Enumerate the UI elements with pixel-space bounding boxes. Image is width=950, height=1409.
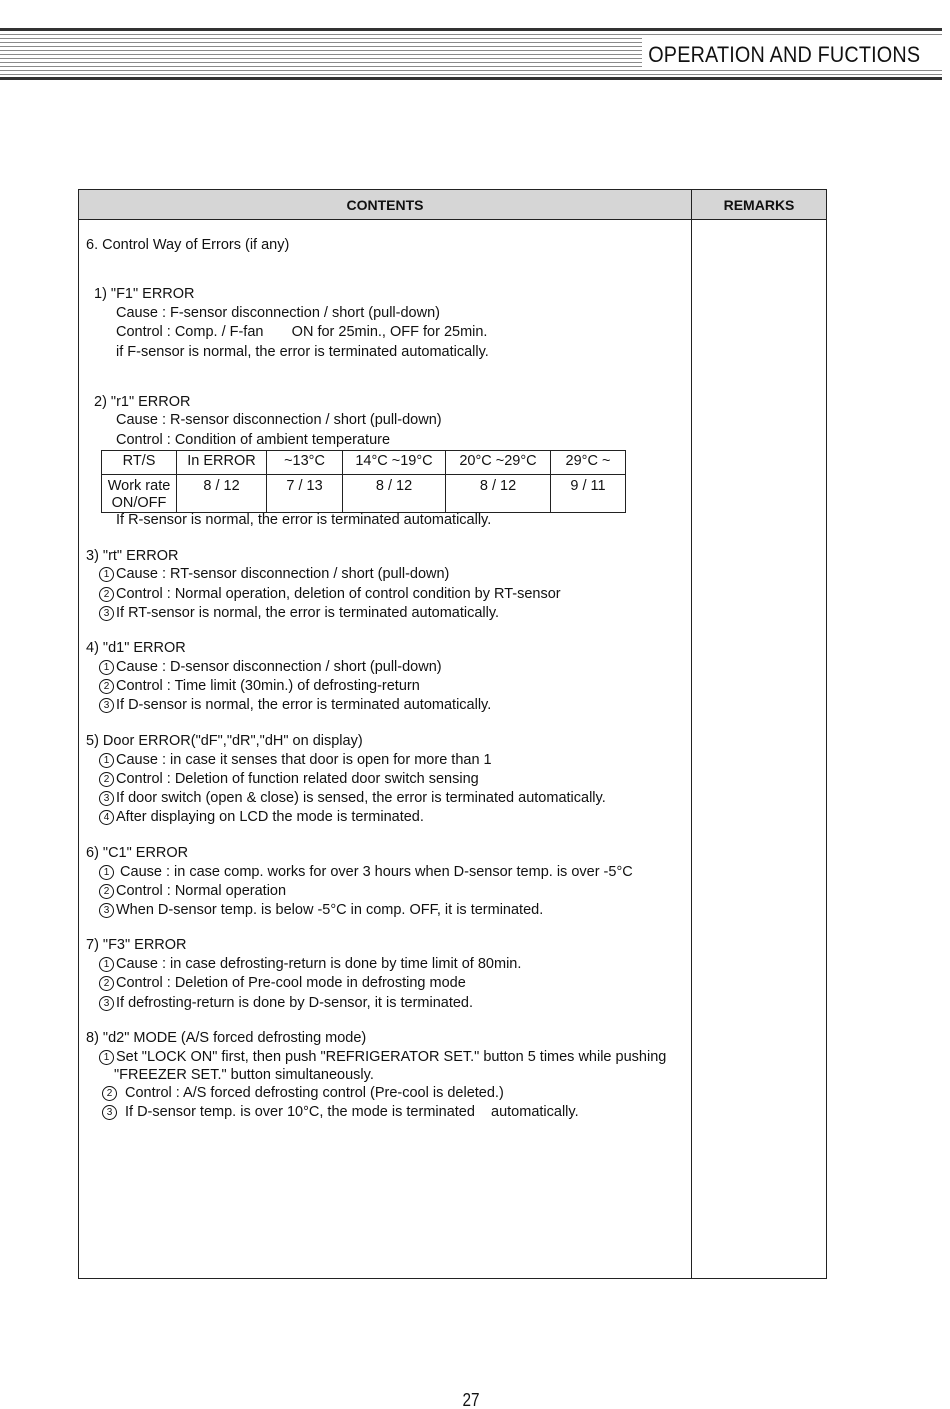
f1-title: 1) "F1" ERROR [94, 286, 195, 302]
table-cell: In ERROR [177, 451, 267, 475]
circled-1-icon: 1 [99, 660, 114, 675]
d2-item-1-cont: "FREEZER SET." button simultaneously. [114, 1067, 374, 1083]
circled-4-icon: 4 [99, 810, 114, 825]
circled-2-icon: 2 [99, 884, 114, 899]
table-cell: 29°C ~ [551, 451, 626, 475]
d2-item-2: 2 Control : A/S forced defrosting control (Pre-cool is deleted.) [102, 1084, 504, 1102]
table-cell: 9 / 11 [551, 475, 626, 513]
door-item-1: 1 Cause : in case it senses that door is open for more than 1 [99, 751, 492, 769]
circled-3-icon: 3 [99, 996, 114, 1011]
table-cell: 8 / 12 [177, 475, 267, 513]
ambient-temperature-table [101, 450, 626, 513]
circled-1-icon: 1 [99, 753, 114, 768]
circled-1-icon: 1 [99, 1050, 114, 1065]
circled-1-icon: 1 [99, 567, 114, 582]
page-title: OPERATION AND FUCTIONS [647, 42, 920, 67]
contents-header: CONTENTS [346, 197, 424, 213]
r1-control: Control : Condition of ambient temperature [116, 432, 391, 448]
circled-1-icon: 1 [99, 957, 114, 972]
circled-2-icon: 2 [102, 1086, 117, 1101]
table-cell: ~13°C [267, 451, 343, 475]
circled-1-icon: 1 [99, 865, 114, 880]
row-label-line: ON/OFF [111, 495, 167, 511]
circled-3-icon: 3 [99, 903, 114, 918]
d2-title: 8) "d2" MODE (A/S forced defrosting mode) [86, 1030, 367, 1046]
table-row [102, 475, 626, 513]
door-item-2: 2 Control : Deletion of function related door switch sensing [99, 770, 479, 788]
f1-note: if F-sensor is normal, the error is terminated automatically. [116, 344, 489, 360]
d1-item-2: 2 Control : Time limit (30min.) of defrosting-return [99, 677, 420, 695]
r1-cause: Cause : R-sensor disconnection / short (pull-down) [116, 412, 442, 428]
c1-item-3: 3 When D-sensor temp. is below -5°C in comp. OFF, it is terminated. [99, 901, 543, 919]
rt-item-3: 3 If RT-sensor is normal, the error is terminated automatically. [99, 604, 499, 622]
table-row [102, 451, 626, 475]
d2-item-1: 1 Set "LOCK ON" first, then push "REFRIGERATOR SET." button 5 times while pushing [99, 1048, 666, 1066]
c1-title: 6) "C1" ERROR [86, 845, 189, 861]
circled-3-icon: 3 [99, 791, 114, 806]
f3-item-1: 1 Cause : in case defrosting-return is done by time limit of 80min. [99, 955, 521, 973]
column-divider [691, 190, 692, 1278]
f1-control: Control : Comp. / F-fan ON for 25min., OFF for 25min. [116, 324, 488, 340]
table-cell: RT/S [102, 451, 177, 475]
row-label-line: Work rate [107, 478, 171, 494]
f1-cause: Cause : F-sensor disconnection / short (pull-down) [116, 305, 440, 321]
f3-title: 7) "F3" ERROR [86, 937, 187, 953]
row-label-cell [102, 475, 177, 513]
table-cell: 8 / 12 [343, 475, 446, 513]
door-title: 5) Door ERROR("dF","dR","dH" on display) [86, 733, 363, 749]
rt-title: 3) "rt" ERROR [86, 548, 179, 564]
table-cell: 8 / 12 [446, 475, 551, 513]
rt-item-2: 2 Control : Normal operation, deletion of control condition by RT-sensor [99, 585, 561, 603]
section-title: 6. Control Way of Errors (if any) [86, 237, 290, 253]
circled-2-icon: 2 [99, 772, 114, 787]
table-cell: 20°C ~29°C [446, 451, 551, 475]
r1-note: If R-sensor is normal, the error is terminated automatically. [116, 512, 492, 528]
page-number: 27 [462, 1390, 480, 1409]
d1-item-1: 1 Cause : D-sensor disconnection / short (pull-down) [99, 658, 442, 676]
f3-item-3: 3 If defrosting-return is done by D-sensor, it is terminated. [99, 994, 473, 1012]
circled-3-icon: 3 [99, 698, 114, 713]
d1-title: 4) "d1" ERROR [86, 640, 186, 656]
door-item-4: 4 After displaying on LCD the mode is terminated. [99, 808, 424, 826]
c1-item-2: 2 Control : Normal operation [99, 882, 286, 900]
r1-title: 2) "r1" ERROR [94, 394, 191, 410]
d1-item-3: 3 If D-sensor is normal, the error is terminated automatically. [99, 696, 491, 714]
door-item-3: 3 If door switch (open & close) is sensed, the error is terminated automatically. [99, 789, 606, 807]
circled-2-icon: 2 [99, 587, 114, 602]
remarks-header: REMARKS [723, 197, 795, 213]
table-cell: 14°C ~19°C [343, 451, 446, 475]
circled-2-icon: 2 [99, 976, 114, 991]
d2-item-3: 3 If D-sensor temp. is over 10°C, the mode is terminated automatically. [102, 1103, 579, 1121]
rt-item-1: 1 Cause : RT-sensor disconnection / short (pull-down) [99, 565, 449, 583]
circled-3-icon: 3 [102, 1105, 117, 1120]
circled-2-icon: 2 [99, 679, 114, 694]
table-cell: 7 / 13 [267, 475, 343, 513]
circled-3-icon: 3 [99, 606, 114, 621]
f3-item-2: 2 Control : Deletion of Pre-cool mode in defrosting mode [99, 974, 466, 992]
c1-item-1: 1 Cause : in case comp. works for over 3 hours when D-sensor temp. is over -5°C [99, 863, 633, 881]
